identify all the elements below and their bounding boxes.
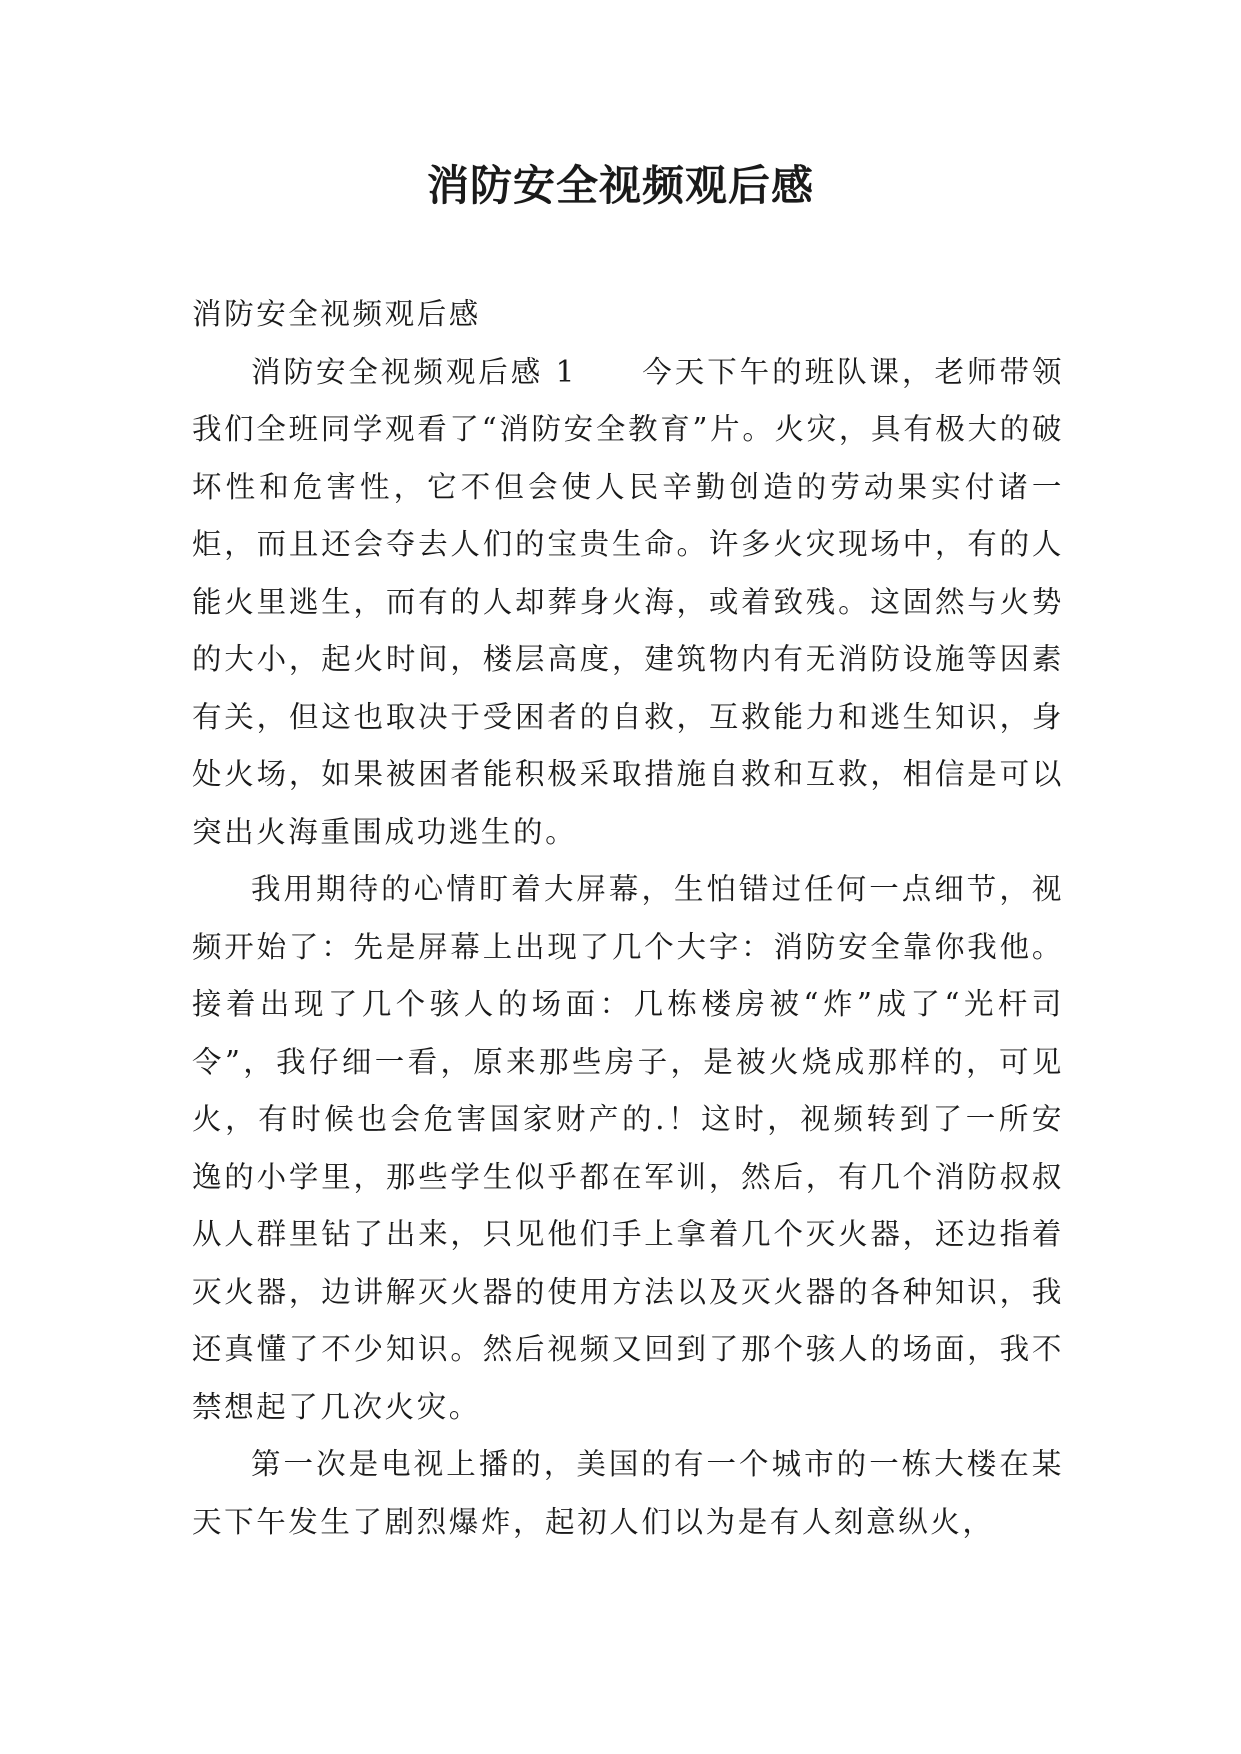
document-body <box>192 286 1064 1551</box>
body-paragraph-1: 消防安全视频观后感 1 今天下午的班队课，老师带领我们全班同学观看了“消防安全教育”片。火灾，具有极大的破坏性和危害性，它不但会使人民辛勤创造的劳动果实付诸一炬，而且还会夺去人们的宝贵生命。许多火灾现场中，有的人能火里逃生，而有的人却葬身火海，或着致残。这固然与火势的大小，起火时间，楼层高度，建筑物内有无消防设施等因素有关，但这也取决于受困者的自救，互救能力和逃生知识，身处火场，如果被困者能积极采取措施自救和互救，相信是可以突出火海重围成功逃生的。 <box>192 354 1064 849</box>
body-paragraph-2: 我用期待的心情盯着大屏幕，生怕错过任何一点细节，视频开始了：先是屏幕上出现了几个大字：消防安全靠你我他。接着出现了几个骇人的场面：几栋楼房被“炸”成了“光杆司令”，我仔细一看，原来那些房子，是被火烧成那样的，可见火，有时候也会危害国家财产的.！这时，视频转到了一所安逸的小学里，那些学生似乎都在军训，然后，有几个消防叔叔从人群里钻了出来，只见他们手上拿着几个灭火器，还边指着灭火器，边讲解灭火器的使用方法以及灭火器的各种知识，我还真懂了不少知识。然后视频又回到了那个骇人的场面，我不禁想起了几次火灾。 <box>192 872 1064 1424</box>
document-title: 消防安全视频观后感 <box>426 161 814 210</box>
body-paragraph-3: 第一次是电视上播的，美国的有一个城市的一栋大楼在某天下午发生了剧烈爆炸，起初人们以为是有人刻意纵火， <box>192 1447 1064 1539</box>
document-subtitle: 消防安全视频观后感 <box>192 297 481 331</box>
